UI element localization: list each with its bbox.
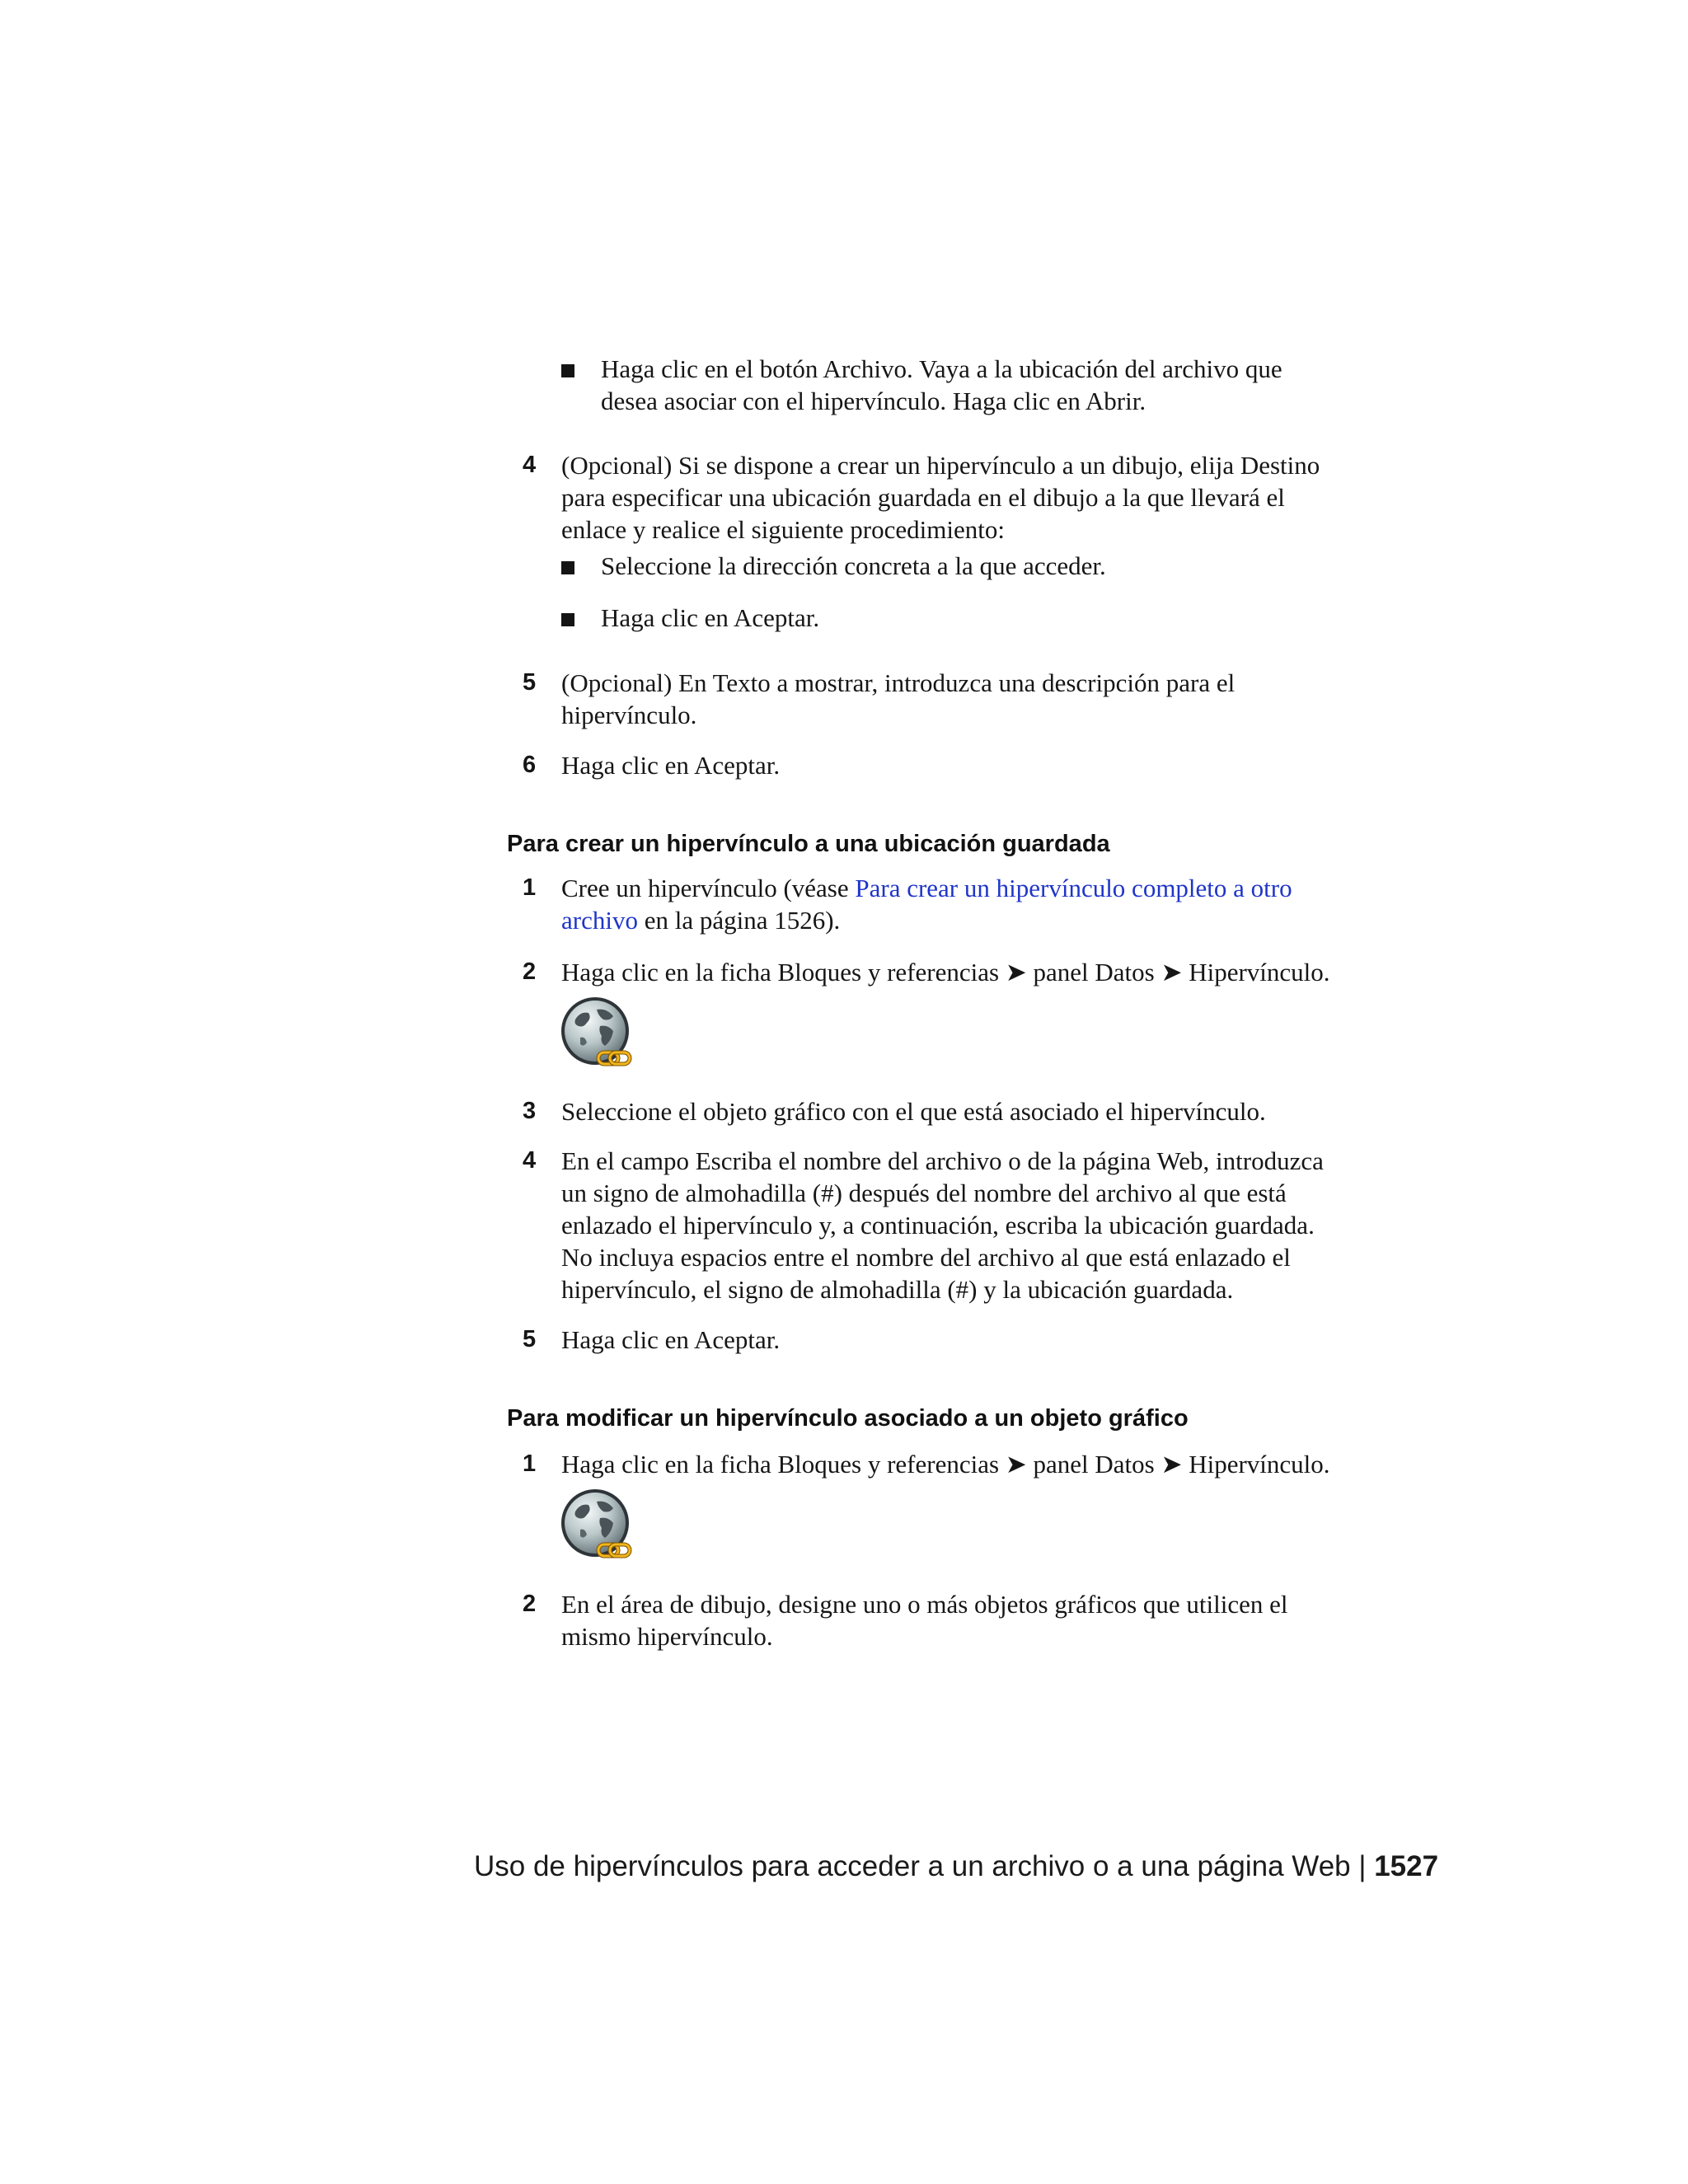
step-line: (Opcional) En Texto a mostrar, introduzca una descripción para el: [561, 668, 1236, 697]
step-number: 2: [523, 958, 537, 985]
step-line: enlace y realice el siguiente procedimiento:: [561, 515, 1005, 544]
step-line: En el área de dibujo, designe uno o más objetos gráficos que utilicen el: [561, 1590, 1288, 1619]
cross-reference-link[interactable]: archivo: [561, 906, 638, 935]
step-text: Haga clic en Aceptar.: [561, 1325, 781, 1354]
step-text: [561, 449, 1410, 546]
bullet-line: Haga clic en el botón Archivo. Vaya a la ubicación del archivo que: [601, 354, 1282, 383]
step-text-prefix: Cree un hipervínculo (véase: [561, 874, 856, 902]
square-bullet-icon: [561, 613, 574, 626]
step-number: 4: [523, 452, 537, 478]
page-number: 1527: [1374, 1850, 1439, 1882]
step-line: No incluya espacios entre el nombre del archivo al que está enlazado el: [561, 1243, 1291, 1272]
step-text: [561, 1588, 1410, 1652]
page-footer: [474, 1849, 1439, 1885]
step-line: mismo hipervínculo.: [561, 1622, 773, 1651]
section-heading: Para crear un hipervínculo a una ubicación guardada: [507, 831, 1110, 857]
step-number: 1: [523, 874, 537, 901]
bullet-item: [601, 353, 1425, 417]
step-line: para especificar una ubicación guardada en el dibujo a la que llevará el: [561, 483, 1285, 512]
hyperlink-globe-icon: [559, 1487, 635, 1563]
bullet-line: desea asociar con el hipervínculo. Haga clic en Abrir.: [601, 387, 1146, 415]
square-bullet-icon: [561, 561, 574, 574]
step-text: Seleccione el objeto gráfico con el que está asociado el hipervínculo.: [561, 1097, 1266, 1126]
step-number: 4: [523, 1147, 537, 1174]
hyperlink-globe-icon: [559, 995, 635, 1071]
section-heading: Para modificar un hipervínculo asociado a un objeto gráfico: [507, 1405, 1189, 1432]
step-text: [561, 667, 1410, 731]
step-number: 3: [523, 1098, 537, 1124]
footer-title: Uso de hipervínculos para acceder a un archivo o a una página Web: [474, 1850, 1351, 1882]
step-line: enlazado el hipervínculo y, a continuación, escriba la ubicación guardada.: [561, 1211, 1315, 1240]
step-line: hipervínculo.: [561, 701, 697, 729]
footer-separator: |: [1358, 1850, 1367, 1882]
step-text: Haga clic en Aceptar.: [561, 751, 781, 780]
step-number: 1: [523, 1451, 537, 1477]
step-line: (Opcional) Si se dispone a crear un hipervínculo a un dibujo, elija Destino: [561, 451, 1320, 480]
step-line: [561, 872, 1410, 904]
step-number: 5: [523, 1326, 537, 1352]
step-text: [561, 872, 1410, 936]
bullet-item: Seleccione la dirección concreta a la que acceder.: [601, 551, 1106, 580]
step-line: un signo de almohadilla (#) después del nombre del archivo al que está: [561, 1179, 1287, 1207]
square-bullet-icon: [561, 364, 574, 377]
cross-reference-link[interactable]: Para crear un hipervínculo completo a otro: [855, 874, 1292, 902]
step-text: Haga clic en la ficha Bloques y referencias ➤ panel Datos ➤ Hipervínculo.: [561, 958, 1330, 987]
step-number: 6: [523, 752, 537, 778]
step-number: 2: [523, 1591, 537, 1617]
bullet-item: Haga clic en Aceptar.: [601, 603, 820, 632]
step-text-suffix: en la página 1526).: [637, 906, 841, 935]
step-number: 5: [523, 669, 537, 696]
step-line: En el campo Escriba el nombre del archivo o de la página Web, introduzca: [561, 1146, 1324, 1175]
step-line: [561, 904, 1410, 936]
step-text: [561, 1145, 1410, 1305]
step-line: hipervínculo, el signo de almohadilla (#) y la ubicación guardada.: [561, 1275, 1234, 1304]
step-text: Haga clic en la ficha Bloques y referencias ➤ panel Datos ➤ Hipervínculo.: [561, 1450, 1330, 1479]
